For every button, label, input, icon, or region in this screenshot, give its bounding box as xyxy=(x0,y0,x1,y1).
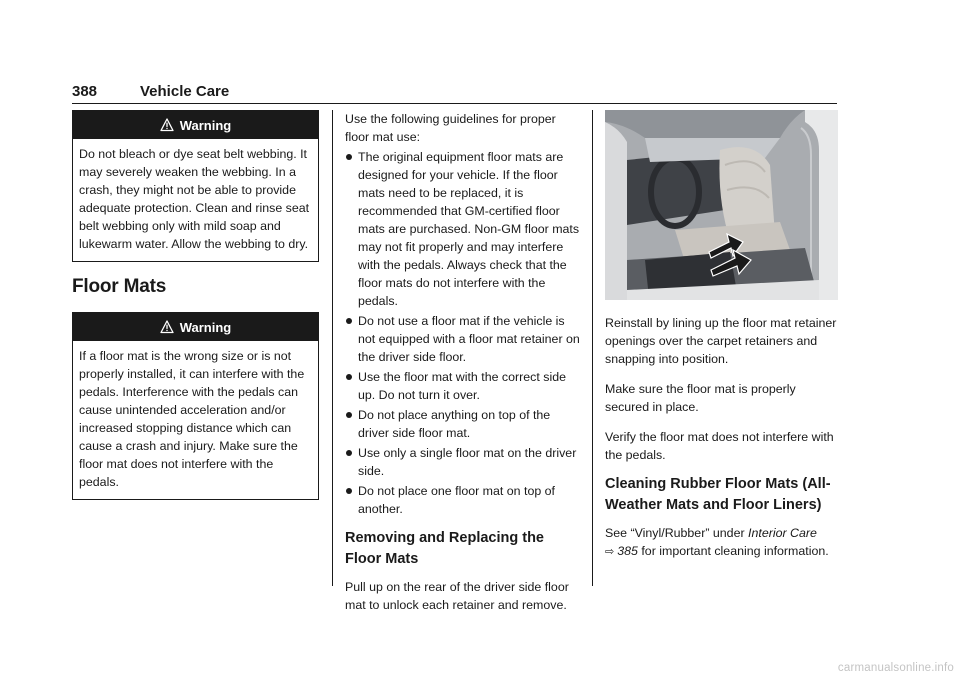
page-header xyxy=(72,83,229,103)
removing-text: Pull up on the rear of the driver side floor mat to unlock each retainer and remove. xyxy=(345,580,569,612)
warning-icon xyxy=(160,118,174,132)
page-reference[interactable]: 385 xyxy=(617,544,638,558)
floor-mat-photo xyxy=(605,110,838,300)
list-item: Do not use a floor mat if the vehicle is not equipped with a floor mat retainer on the driver side floor. xyxy=(345,312,580,366)
cleaning-text: See “Vinyl/Rubber” under Interior Care ⇨ 385 for important cleaning information. xyxy=(605,524,838,561)
header-divider xyxy=(72,103,837,104)
interior-care-link[interactable]: Interior Care xyxy=(748,526,817,540)
page-reference-icon: ⇨ xyxy=(605,546,615,558)
warning-text: If a floor mat is the wrong size or is not properly installed, it can interfere with the pedals. Interference with the pedals can cause unintended acceleration and/or increased stopping distance which can cause a crash and injury. Make sure the floor mat does not interfere with the pedals. xyxy=(79,349,305,489)
warning-title: Warning xyxy=(179,117,232,133)
bullet-icon xyxy=(346,450,352,456)
seat-belt-warning-box xyxy=(72,110,319,262)
column-1 xyxy=(72,110,319,500)
warning-icon xyxy=(160,320,174,334)
column-2 xyxy=(345,110,580,614)
list-item: Use only a single floor mat on the driver side. xyxy=(345,444,580,480)
bullet-icon xyxy=(346,374,352,380)
column-divider-1 xyxy=(332,110,333,586)
bullet-icon xyxy=(346,488,352,494)
floor-mats-heading: Floor Mats xyxy=(72,276,167,297)
reinstall-text: Reinstall by lining up the floor mat retainer openings over the carpet retainers and snapping into position. xyxy=(605,316,837,366)
warning-title: Warning xyxy=(179,319,232,335)
guidelines-intro: Use the following guidelines for proper floor mat use: xyxy=(345,112,556,144)
secure-text: Make sure the floor mat is properly secured in place. xyxy=(605,382,796,414)
bullet-icon xyxy=(346,154,352,160)
removing-heading: Removing and Replacing the Floor Mats xyxy=(345,530,544,567)
column-3 xyxy=(605,110,838,561)
list-item: Do not place anything on top of the driver side floor mat. xyxy=(345,406,580,442)
page-number: 388 xyxy=(72,83,98,100)
bullet-icon xyxy=(346,412,352,418)
warning-text: Do not bleach or dye seat belt webbing. It may severely weaken the webbing. In a crash, they might not be able to provide adequate protection. Clean and rinse seat belt webbing only with mild soap and lukewarm water. Allow the webbing to dry. xyxy=(79,147,310,251)
watermark: carmanualsonline.info xyxy=(837,662,954,674)
list-item: The original equipment floor mats are designed for your vehicle. If the floor mats need to be replaced, it is recommended that GM-certified floor mats are purchased. Non-GM floor mats may not fit properly and may interfere with the pedals. Always check that the floor mats do not interfere with the pedals. xyxy=(345,148,580,310)
bullet-icon xyxy=(346,318,352,324)
column-divider-2 xyxy=(592,110,593,586)
warning-header xyxy=(73,313,318,341)
floor-mat-warning-box xyxy=(72,312,319,500)
cleaning-heading: Cleaning Rubber Floor Mats (All-Weather Mats and Floor Liners) xyxy=(605,476,831,513)
section-title: Vehicle Care xyxy=(140,83,230,100)
verify-text: Verify the floor mat does not interfere with the pedals. xyxy=(605,430,834,462)
list-item: Do not place one floor mat on top of another. xyxy=(345,482,580,518)
warning-header xyxy=(73,111,318,139)
guidelines-list xyxy=(345,148,580,518)
list-item: Use the floor mat with the correct side up. Do not turn it over. xyxy=(345,368,580,404)
